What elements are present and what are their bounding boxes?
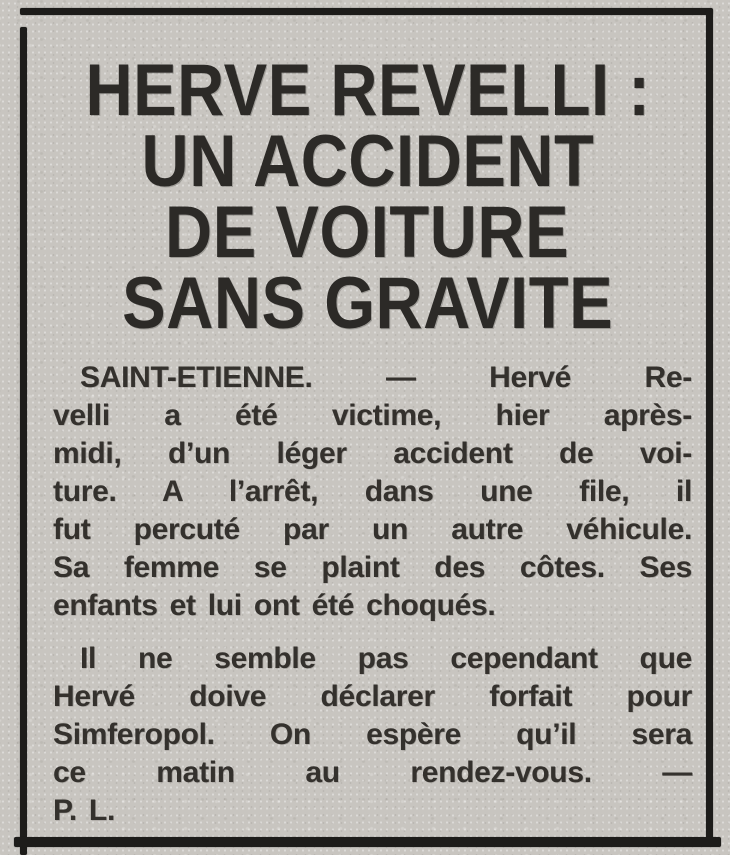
headline-line-1 — [40, 48, 695, 131]
headline-line-2 — [40, 119, 695, 202]
article-body — [53, 359, 692, 830]
clipping-border-bottom — [14, 837, 721, 847]
body-line: ce matin au rendez-vous. — — [53, 756, 692, 789]
clipping-border-left — [20, 27, 27, 855]
body-line: Hervé doive déclarer forfait pour — [53, 680, 692, 713]
body-line: Simferopol. On espère qu’il sera — [53, 718, 692, 751]
body-line: Sa femme se plaint des côtes. Ses — [53, 551, 692, 584]
body-line: Il ne semble pas cependant que — [80, 642, 692, 675]
headline-line-3 — [40, 190, 695, 273]
headline-text: UN ACCIDENT — [141, 119, 594, 202]
headline-text: SANS GRAVITE — [122, 261, 613, 344]
body-line: midi, d’un léger accident de voi- — [53, 437, 692, 470]
body-line: velli a été victime, hier après- — [53, 399, 692, 432]
clipping-border-top — [20, 8, 713, 15]
byline-initials: P. L. — [53, 794, 115, 827]
headline-text: HERVE REVELLI : — [84, 48, 651, 131]
body-line: SAINT-ETIENNE. — Hervé Re- — [80, 361, 692, 394]
body-line: fut percuté par un autre véhicule. — [53, 513, 692, 546]
paragraph-1 — [53, 359, 692, 625]
article-headline — [40, 48, 695, 344]
headline-text: DE VOITURE — [165, 190, 570, 273]
body-line: ture. A l’arrêt, dans une file, il — [53, 475, 692, 508]
paragraph-2 — [53, 640, 692, 830]
headline-line-4 — [40, 261, 695, 344]
body-line: enfants et lui ont été choqués. — [53, 589, 496, 622]
clipping-border-right — [706, 9, 713, 840]
